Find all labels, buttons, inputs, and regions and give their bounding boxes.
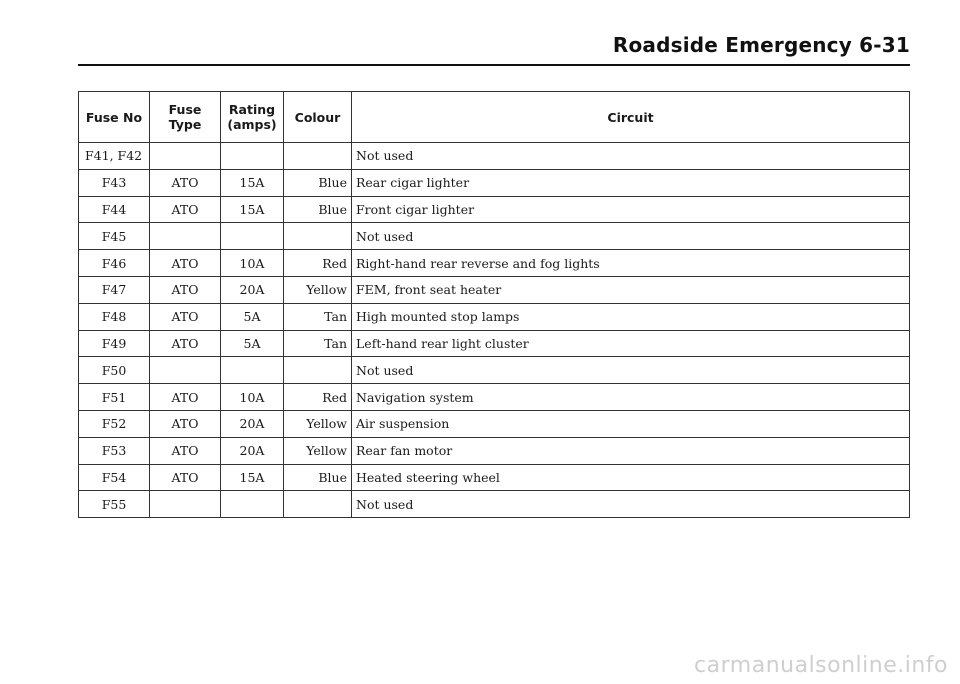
cell-circuit: Right-hand rear reverse and fog lights [352, 250, 910, 277]
cell-circuit: Not used [352, 491, 910, 518]
cell-circuit: Not used [352, 357, 910, 384]
cell-fuse-no: F48 [79, 303, 150, 330]
table-row [79, 303, 910, 330]
cell-circuit: Air suspension [352, 410, 910, 437]
cell-fuse-type: ATO [150, 437, 221, 464]
header-fuse-no: Fuse No [79, 92, 150, 143]
cell-colour [284, 491, 352, 518]
cell-fuse-type [150, 491, 221, 518]
cell-circuit: Rear fan motor [352, 437, 910, 464]
cell-circuit: FEM, front seat heater [352, 276, 910, 303]
cell-circuit: Front cigar lighter [352, 196, 910, 223]
cell-colour [284, 143, 352, 170]
cell-fuse-no: F50 [79, 357, 150, 384]
cell-colour: Blue [284, 169, 352, 196]
cell-circuit: Not used [352, 143, 910, 170]
cell-fuse-type: ATO [150, 464, 221, 491]
cell-rating: 20A [221, 410, 284, 437]
cell-rating: 5A [221, 303, 284, 330]
table-row [79, 384, 910, 411]
table-row [79, 223, 910, 250]
cell-fuse-type [150, 357, 221, 384]
table-row [79, 143, 910, 170]
cell-fuse-type: ATO [150, 276, 221, 303]
watermark: carmanualsonline.info [694, 653, 948, 678]
header-rating: Rating (amps) [221, 92, 284, 143]
cell-rating: 10A [221, 250, 284, 277]
cell-rating: 20A [221, 276, 284, 303]
header-circuit: Circuit [352, 92, 910, 143]
page-header [78, 28, 910, 66]
cell-colour: Red [284, 384, 352, 411]
cell-circuit: Navigation system [352, 384, 910, 411]
cell-fuse-no: F44 [79, 196, 150, 223]
cell-fuse-no: F45 [79, 223, 150, 250]
cell-fuse-no: F51 [79, 384, 150, 411]
cell-rating [221, 223, 284, 250]
cell-colour: Tan [284, 330, 352, 357]
cell-fuse-type: ATO [150, 303, 221, 330]
cell-colour: Tan [284, 303, 352, 330]
header-colour: Colour [284, 92, 352, 143]
cell-circuit: High mounted stop lamps [352, 303, 910, 330]
cell-colour: Blue [284, 196, 352, 223]
cell-fuse-no: F54 [79, 464, 150, 491]
cell-fuse-no: F53 [79, 437, 150, 464]
cell-fuse-no: F52 [79, 410, 150, 437]
cell-fuse-type: ATO [150, 169, 221, 196]
cell-fuse-no: F47 [79, 276, 150, 303]
cell-fuse-type: ATO [150, 250, 221, 277]
cell-fuse-type: ATO [150, 410, 221, 437]
cell-rating: 15A [221, 169, 284, 196]
cell-colour: Yellow [284, 276, 352, 303]
fuse-table [78, 91, 910, 518]
cell-fuse-type [150, 143, 221, 170]
cell-colour [284, 223, 352, 250]
table-row [79, 169, 910, 196]
cell-fuse-no: F49 [79, 330, 150, 357]
cell-rating [221, 357, 284, 384]
cell-fuse-type: ATO [150, 196, 221, 223]
header-fuse-type: Fuse Type [150, 92, 221, 143]
table-row [79, 410, 910, 437]
cell-rating: 20A [221, 437, 284, 464]
cell-fuse-no: F41, F42 [79, 143, 150, 170]
cell-circuit: Heated steering wheel [352, 464, 910, 491]
table-body [79, 143, 910, 518]
cell-fuse-no: F43 [79, 169, 150, 196]
cell-colour: Yellow [284, 437, 352, 464]
cell-colour: Yellow [284, 410, 352, 437]
cell-rating: 15A [221, 196, 284, 223]
table-row [79, 330, 910, 357]
table-row [79, 196, 910, 223]
table-row [79, 491, 910, 518]
cell-circuit: Left-hand rear light cluster [352, 330, 910, 357]
cell-circuit: Rear cigar lighter [352, 169, 910, 196]
cell-rating: 5A [221, 330, 284, 357]
table-row [79, 250, 910, 277]
cell-rating [221, 143, 284, 170]
cell-colour: Blue [284, 464, 352, 491]
cell-fuse-type [150, 223, 221, 250]
cell-fuse-type: ATO [150, 330, 221, 357]
cell-fuse-no: F46 [79, 250, 150, 277]
cell-rating: 10A [221, 384, 284, 411]
table-row [79, 357, 910, 384]
cell-colour [284, 357, 352, 384]
table-row [79, 437, 910, 464]
cell-rating [221, 491, 284, 518]
page-title: Roadside Emergency 6-31 [612, 33, 910, 57]
cell-circuit: Not used [352, 223, 910, 250]
table-row [79, 464, 910, 491]
cell-rating: 15A [221, 464, 284, 491]
table-header-row [79, 92, 910, 143]
table-row [79, 276, 910, 303]
cell-fuse-type: ATO [150, 384, 221, 411]
cell-colour: Red [284, 250, 352, 277]
cell-fuse-no: F55 [79, 491, 150, 518]
